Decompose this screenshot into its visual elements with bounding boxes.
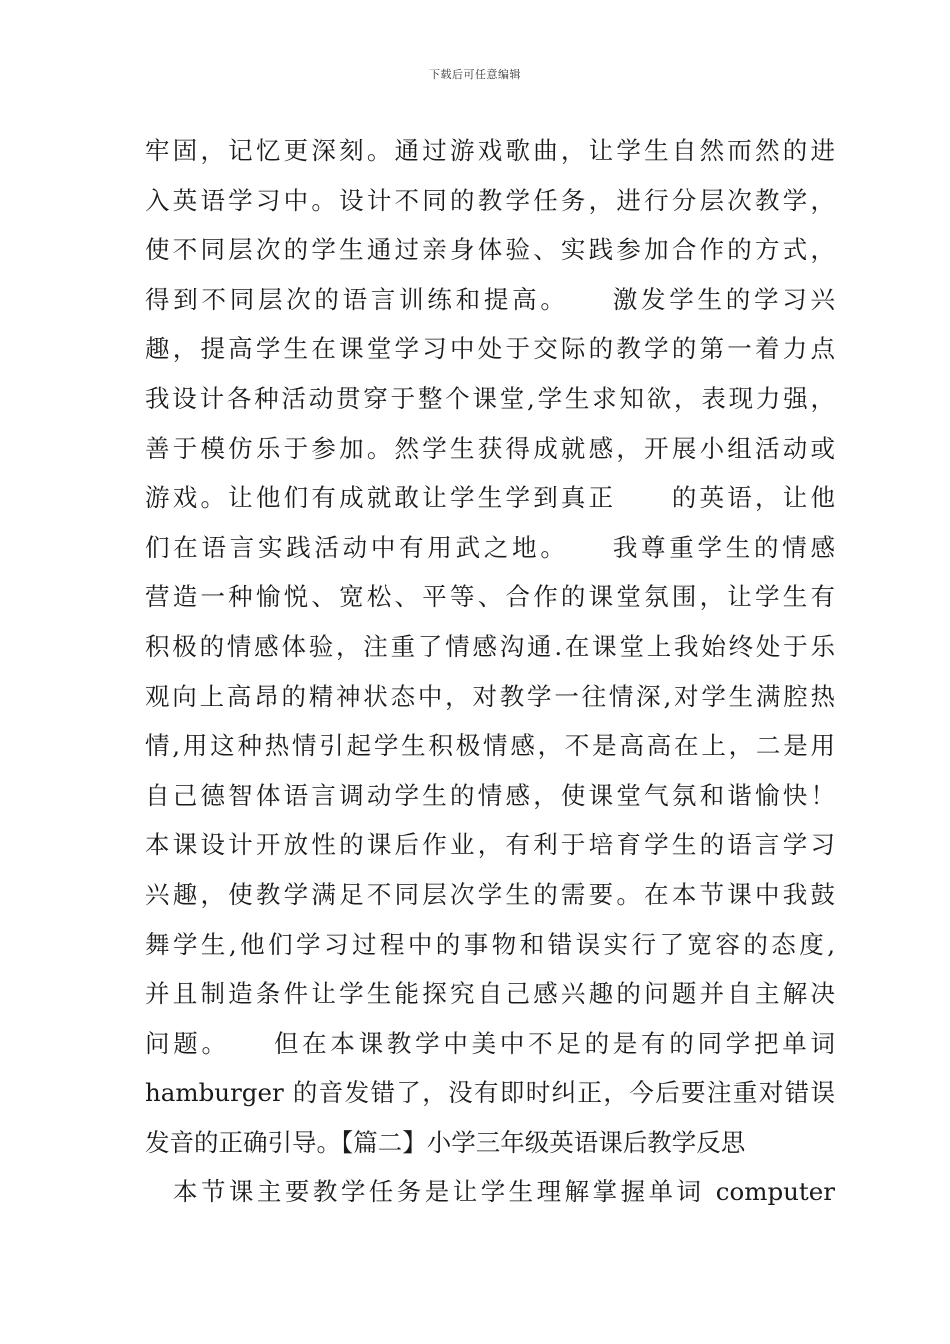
text-line: 发音的正确引导。【篇二】小学三年级英语课后教学反思 [145, 1127, 746, 1157]
text-line: 本节课主要教学任务是让学生理解掌握单词 computer [145, 1177, 835, 1207]
text-line: 得到不同层次的语言训练和提高。 激发学生的学习兴 [145, 284, 835, 314]
page-header-note: 下载后可任意编辑 [429, 68, 521, 81]
text-line: 积极的情感体验，注重了情感沟通.在课堂上我始终处于乐 [145, 631, 835, 661]
text-line: 游戏。让他们有成就敢让学生学到真正 的英语，让他 [145, 483, 835, 513]
text-line: 自己德智体语言调动学生的情感，使课堂气氛和谐愉快！ [145, 780, 835, 810]
text-line: 营造一种愉悦、宽松、平等、合作的课堂氛围，让学生有 [145, 582, 835, 612]
text-line: 们在语言实践活动中有用武之地。 我尊重学生的情感 [145, 532, 835, 562]
text-line: 善于模仿乐于参加。然学生获得成就感，开展小组活动或 [145, 433, 835, 463]
text-line: 舞学生,他们学习过程中的事物和错误实行了宽容的态度, [145, 929, 835, 959]
text-line: 兴趣，使教学满足不同层次学生的需要。在本节课中我鼓 [145, 879, 835, 909]
text-line: 使不同层次的学生通过亲身体验、实践参加合作的方式， [145, 235, 835, 265]
body-text [145, 126, 835, 1217]
text-line: 入英语学习中。设计不同的教学任务，进行分层次教学， [145, 185, 835, 215]
text-line: 情,用这种热情引起学生积极情感，不是高高在上，二是用 [145, 731, 835, 761]
text-line: hamburger 的音发错了，没有即时纠正，今后要注重对错误 [145, 1078, 835, 1108]
text-line: 牢固，记忆更深刻。通过游戏歌曲，让学生自然而然的进 [145, 136, 835, 165]
text-line: 趣，提高学生在课堂学习中处于交际的教学的第一着力点 [145, 334, 835, 364]
text-line: 问题。 但在本课教学中美中不足的是有的同学把单词 [145, 1028, 835, 1058]
text-line: 并且制造条件让学生能探究自己感兴趣的问题并自主解决 [145, 979, 835, 1009]
text-line: 本课设计开放性的课后作业，有利于培育学生的语言学习 [145, 830, 835, 860]
text-line: 观向上高昂的精神状态中，对教学一往情深,对学生满腔热 [145, 681, 835, 711]
text-line: 我设计各种活动贯穿于整个课堂,学生求知欲，表现力强， [145, 383, 835, 413]
